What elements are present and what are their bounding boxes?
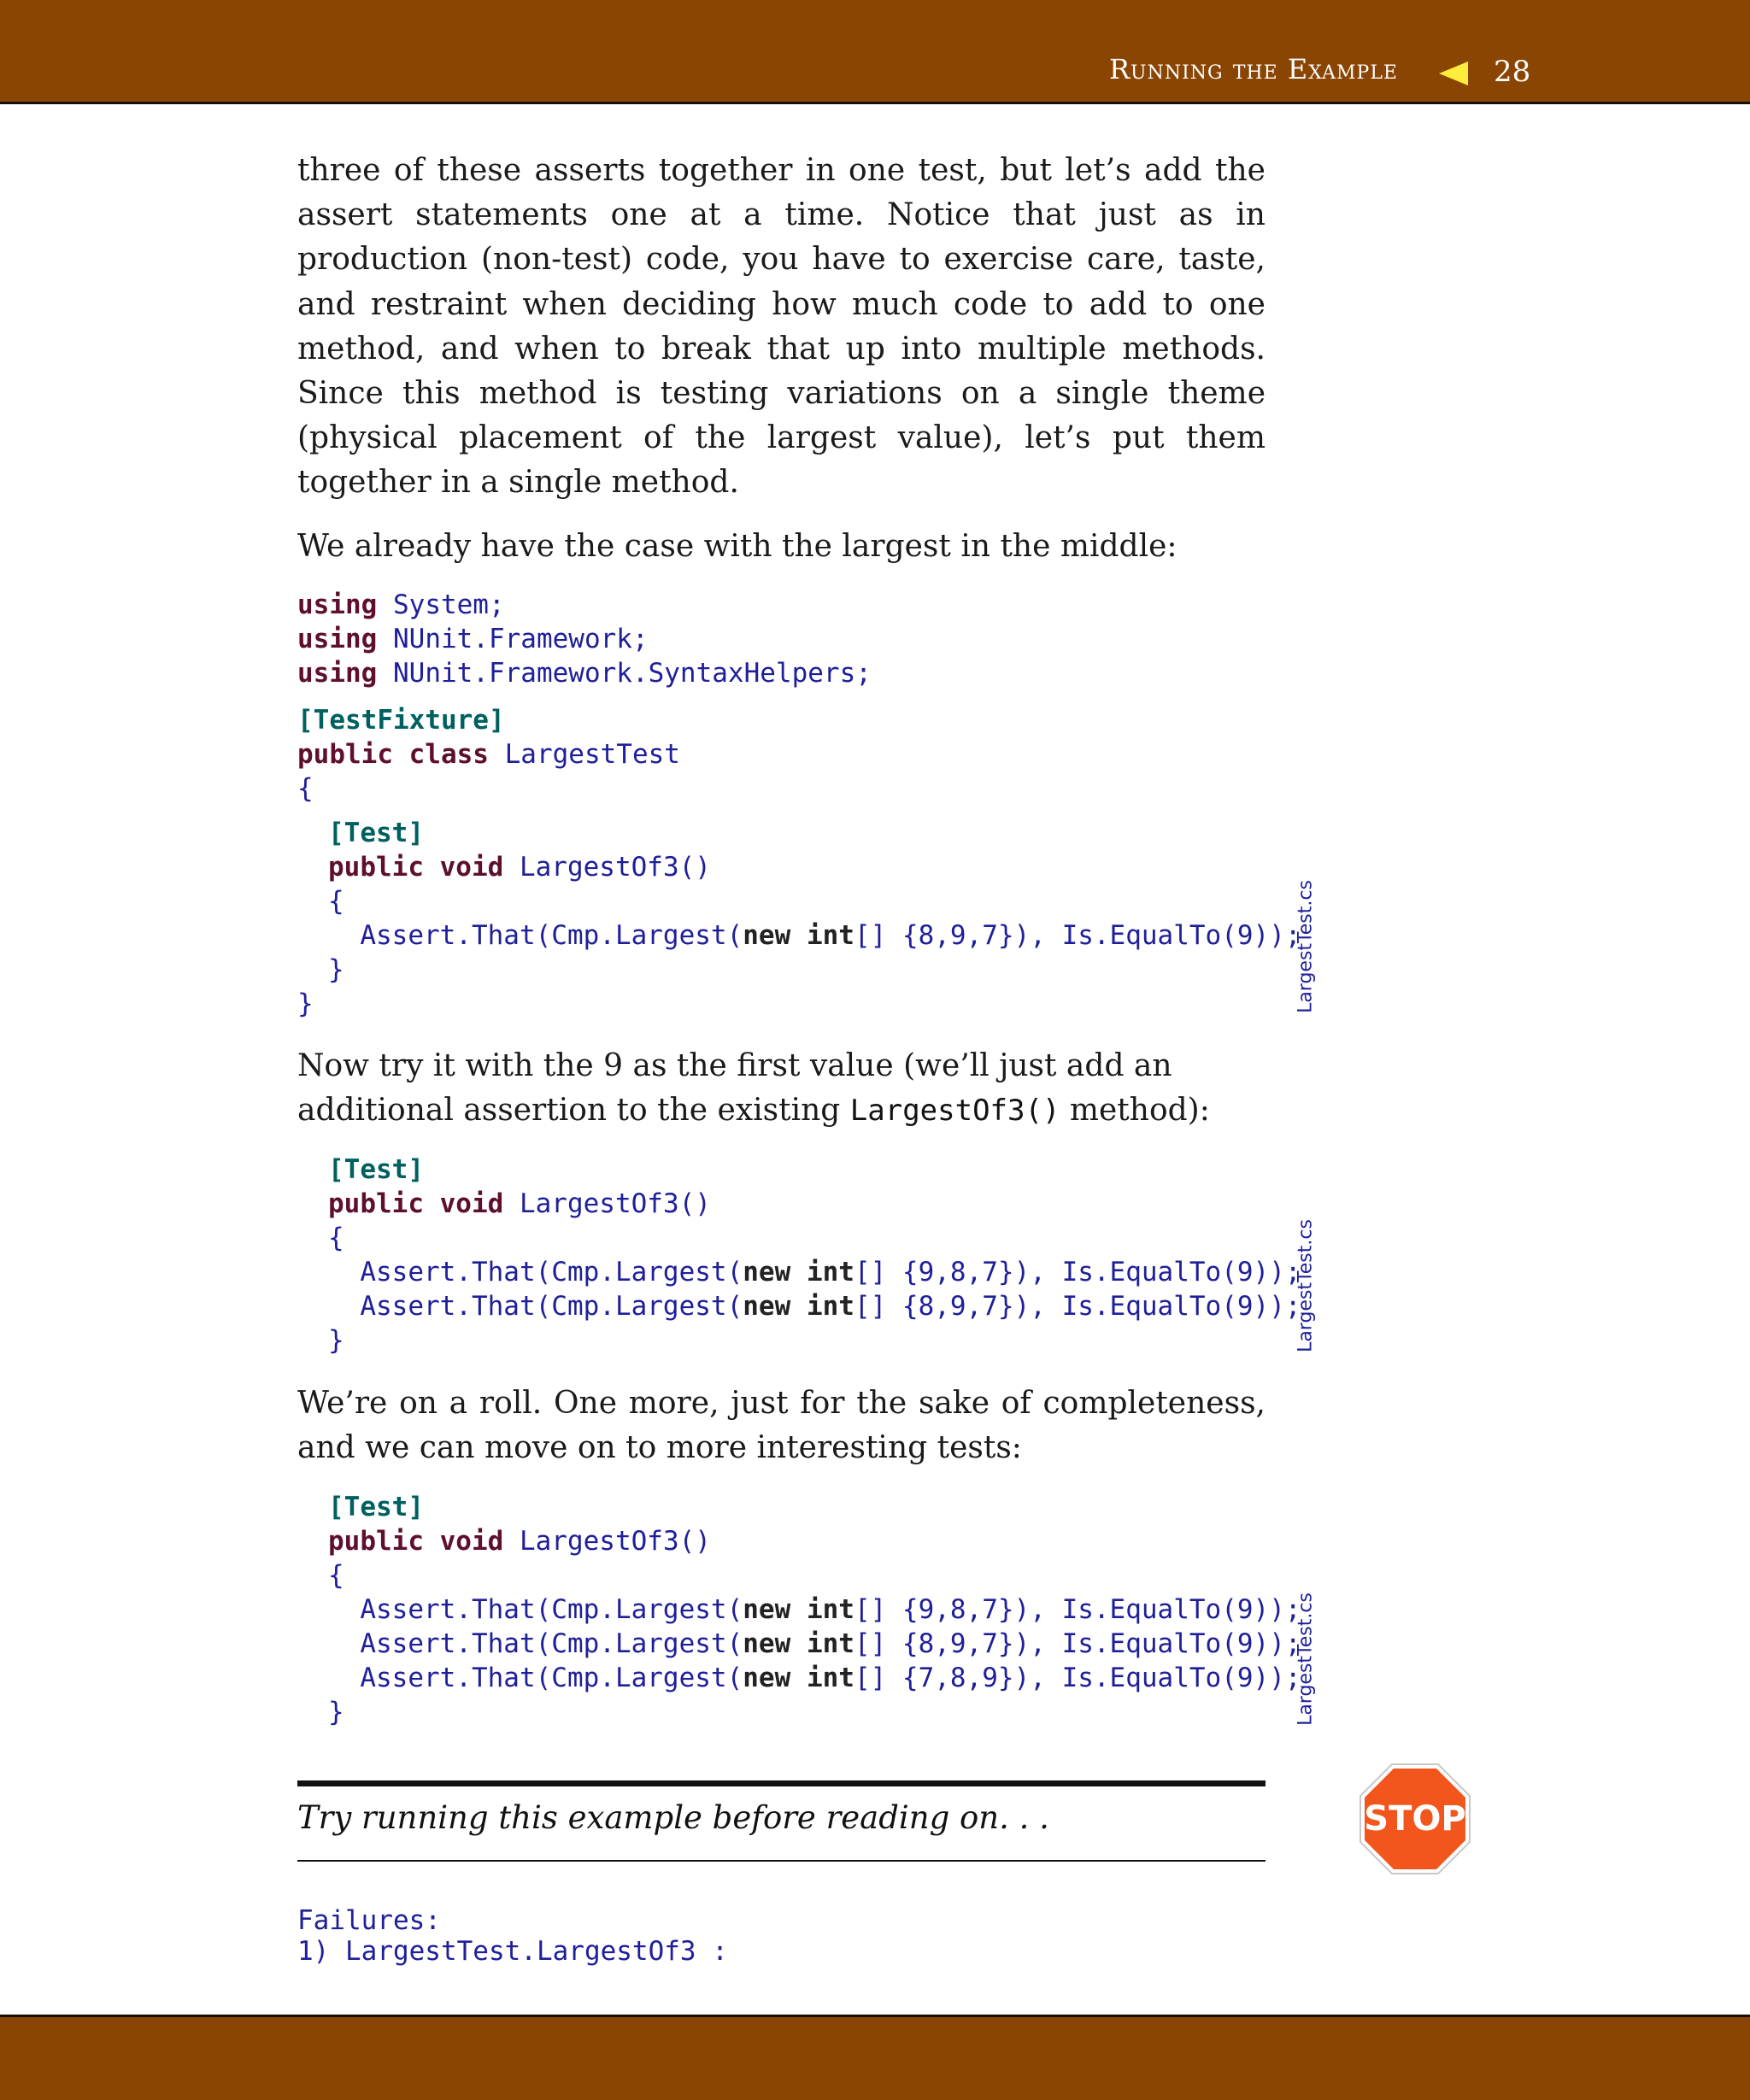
inline-code: LargestOf3() — [849, 1094, 1060, 1129]
code-line: Assert.That(Cmp.Largest(new int[] {7,8,9}), Is.EqualTo(9)); — [360, 1663, 1301, 1693]
code-block-class-close — [297, 987, 314, 1021]
code-line: } — [328, 1325, 344, 1356]
code-block-method-3 — [328, 1490, 1301, 1729]
code-block-method-2 — [328, 1153, 1301, 1358]
code-line: { — [297, 773, 314, 804]
code-line: using NUnit.Framework; — [297, 624, 649, 654]
code-line: public void LargestOf3() — [328, 852, 711, 883]
header-band — [0, 0, 1750, 104]
page-number: 28 — [1494, 55, 1531, 89]
code-line: public void LargestOf3() — [328, 1526, 711, 1557]
code-line: [Test] — [328, 1154, 424, 1185]
code-line: } — [328, 1697, 344, 1728]
code-line: [Test] — [328, 818, 424, 848]
divider-thin — [297, 1860, 1266, 1862]
code-line: Assert.That(Cmp.Largest(new int[] {9,8,7}), Is.EqualTo(9)); — [360, 1594, 1301, 1625]
stop-sign-text: STOP — [1364, 1799, 1466, 1839]
stop-sign-icon — [1359, 1763, 1471, 1875]
code-line: Assert.That(Cmp.Largest(new int[] {8,9,7}), Is.EqualTo(9)); — [360, 920, 1301, 951]
code-block-method-1 — [328, 816, 1301, 987]
code-line: [TestFixture] — [297, 705, 505, 736]
output-line: Failures: — [297, 1905, 441, 1936]
previous-page-arrow-icon[interactable] — [1439, 62, 1468, 85]
code-line: { — [328, 886, 344, 917]
divider-thick — [297, 1780, 1266, 1786]
code-line: Assert.That(Cmp.Largest(new int[] {9,8,7}), Is.EqualTo(9)); — [360, 1257, 1301, 1288]
code-block-usings — [297, 588, 872, 690]
code-line: } — [328, 954, 344, 985]
code-line: { — [328, 1560, 344, 1591]
paragraph-first-value: Now try it with the 9 as the first value (we’ll just add an additional assertion to the existing LargestOf3() method): — [297, 1048, 1210, 1129]
paragraph-largest-middle: We already have the case with the largest in the middle: — [297, 529, 1177, 564]
code-line: public void LargestOf3() — [328, 1188, 711, 1219]
paragraph-intro: three of these asserts together in one test, but let’s add the assert statements one at a time. Notice that just as in production (non-test) code, you have to exercise care, taste, and restraint when deciding how much code to add to one method, and when to break that up into multiple methods. Since this method is testing variations on a single theme (physical placement of the largest value), let’s put them together in a single method. — [297, 153, 1266, 501]
code-line: } — [297, 988, 314, 1019]
running-title: Running the Example — [1108, 53, 1398, 85]
paragraph-on-a-roll: We’re on a roll. One more, just for the sake of completeness, and we can move on to more interesting tests: — [297, 1386, 1266, 1466]
test-output — [297, 1905, 728, 1967]
code-line: using NUnit.Framework.SyntaxHelpers; — [297, 658, 872, 689]
code-line: using System; — [297, 590, 505, 620]
code-line: [Test] — [328, 1492, 424, 1522]
footer-band — [0, 2015, 1750, 2100]
output-line: 1) LargestTest.LargestOf3 : — [297, 1936, 728, 1967]
code-line: { — [328, 1223, 344, 1253]
code-line: Assert.That(Cmp.Largest(new int[] {8,9,7}), Is.EqualTo(9)); — [360, 1628, 1301, 1659]
code-block-class — [297, 703, 680, 806]
try-running-note: Try running this example before reading on. . . — [297, 1799, 1049, 1836]
code-line: public class LargestTest — [297, 739, 680, 770]
code-line: Assert.That(Cmp.Largest(new int[] {8,9,7}), Is.EqualTo(9)); — [360, 1291, 1301, 1322]
